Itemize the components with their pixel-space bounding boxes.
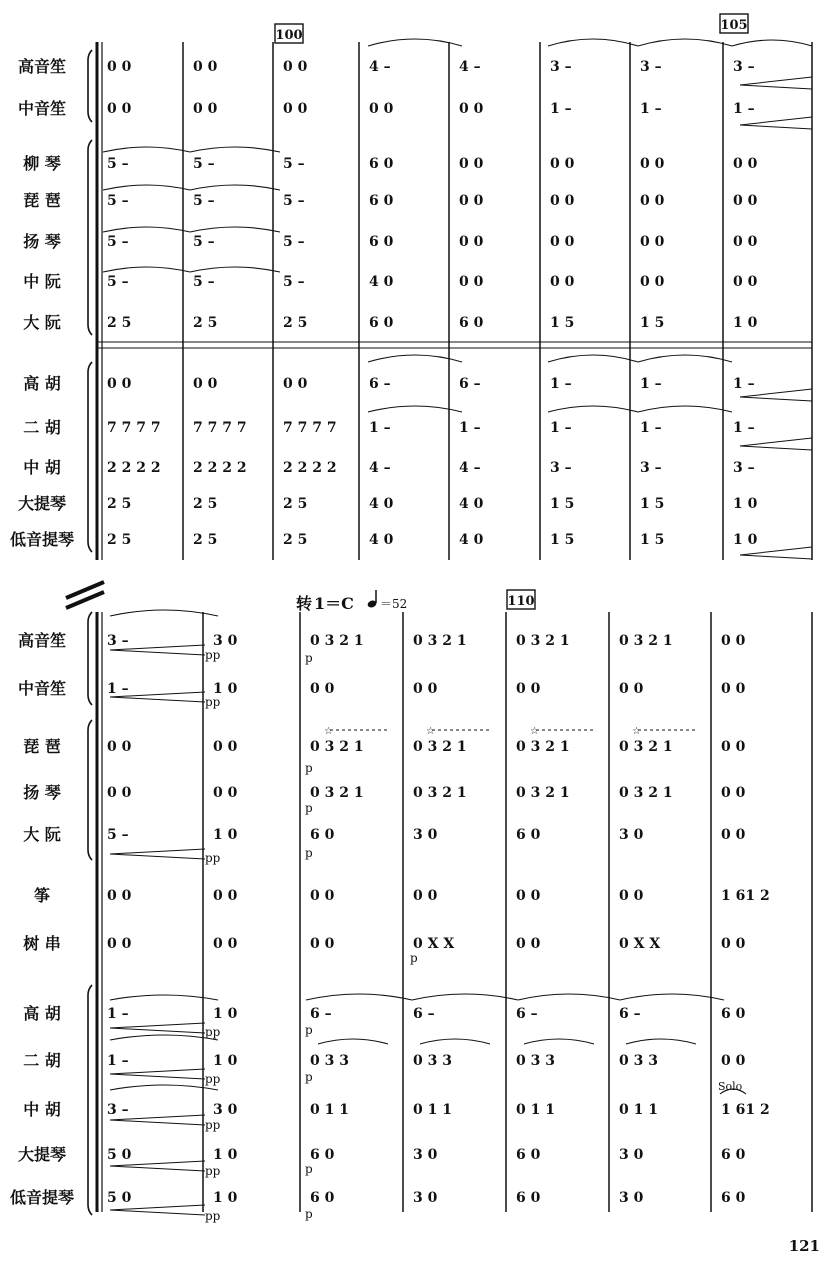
notation-cell: 5 – xyxy=(107,156,129,172)
notation-cell: 0 0 xyxy=(619,681,644,697)
notation-cell: 0 0 xyxy=(721,827,746,843)
notation-cell: 0 0 xyxy=(640,274,665,290)
notation-cell: 0 3 2 1 xyxy=(619,739,673,755)
slur-line xyxy=(103,227,190,232)
notation-cell: 6 0 xyxy=(516,1147,541,1163)
slur-line xyxy=(318,1039,388,1044)
notation-cell: 0 0 xyxy=(107,888,132,904)
notation-cell: 0 3 2 1 xyxy=(619,633,673,649)
notation-cell: 4 – xyxy=(459,59,481,75)
notation-cell: 0 X X xyxy=(413,936,455,952)
notation-cell: 1 0 xyxy=(733,532,758,548)
notation-cell: 6 0 xyxy=(310,1190,335,1206)
notation-cell: 3 – xyxy=(640,59,662,75)
notation-cell: 6 0 xyxy=(516,1190,541,1206)
notation-cell: 2 5 xyxy=(193,532,218,548)
notation-cell: 5 – xyxy=(193,193,215,209)
notation-cell: 0 0 xyxy=(640,193,665,209)
slur-line xyxy=(110,1085,218,1090)
hairpin-line xyxy=(110,1023,205,1028)
slur-line xyxy=(368,406,462,412)
notation-cell: 1 5 xyxy=(640,496,665,512)
notation-cell: 0 0 xyxy=(107,59,132,75)
notation-cell: 2 5 xyxy=(283,315,308,331)
notation-cell: 1 – xyxy=(733,101,755,117)
page-number: 121 xyxy=(788,1237,820,1255)
notation-cell: 1 – xyxy=(550,420,572,436)
slur-line xyxy=(190,267,280,272)
star-mark-icon: ☆ xyxy=(426,726,435,737)
dynamic-pp: pp xyxy=(205,695,221,709)
notation-cell: 1 5 xyxy=(550,315,575,331)
notation-cell: 5 – xyxy=(193,274,215,290)
bracket-line xyxy=(88,50,92,122)
notation-cell: 0 3 2 1 xyxy=(413,633,467,649)
system-separator-mark xyxy=(66,582,104,608)
notation-cell: 2 5 xyxy=(107,496,132,512)
hairpin-line xyxy=(740,438,812,446)
tempo-marking xyxy=(296,590,407,613)
notation-cell: 3 0 xyxy=(619,1147,644,1163)
notation-cell: 1 – xyxy=(640,420,662,436)
notation-cell: 1 0 xyxy=(213,1053,238,1069)
dynamic-p: p xyxy=(305,1023,313,1037)
instrument-label: 低音提琴 xyxy=(9,530,75,549)
instrument-label: 高 胡 xyxy=(23,1004,61,1023)
notation-cell: 0 0 xyxy=(107,739,132,755)
notation-cell: 6 0 xyxy=(721,1006,746,1022)
instrument-label: 大 阮 xyxy=(23,313,61,332)
notation-cell: 3 – xyxy=(107,633,129,649)
dynamic-p: p xyxy=(305,761,313,775)
notation-cell: 0 0 xyxy=(550,234,575,250)
slur-line xyxy=(190,147,280,152)
instrument-label: 大提琴 xyxy=(17,494,67,513)
quarter-note-icon xyxy=(367,590,378,609)
notation-cell: 4 – xyxy=(369,59,391,75)
notation-cell: 0 0 xyxy=(721,739,746,755)
slur-line xyxy=(548,355,638,362)
slur-line xyxy=(620,994,724,1000)
hairpin-line xyxy=(110,1028,205,1033)
tempo-bpm: ＝52 xyxy=(380,597,408,611)
slur-line xyxy=(626,1039,696,1044)
notation-cell: 1 5 xyxy=(640,315,665,331)
notation-cell: 5 – xyxy=(107,193,129,209)
notation-cell: 0 3 2 1 xyxy=(310,785,364,801)
notation-cell: 2 5 xyxy=(283,496,308,512)
hairpin-line xyxy=(110,1210,205,1215)
notation-cell: 4 0 xyxy=(369,274,394,290)
notation-cell: 3 – xyxy=(550,460,572,476)
notation-cell: 6 – xyxy=(619,1006,641,1022)
notation-cell: 2 5 xyxy=(107,532,132,548)
instrument-label: 中 胡 xyxy=(23,458,61,477)
notation-cell: 0 0 xyxy=(459,101,484,117)
hairpin-line xyxy=(110,854,205,859)
slur-line xyxy=(110,610,218,616)
notation-cell: 5 – xyxy=(107,234,129,250)
notation-cell: 1 0 xyxy=(213,1147,238,1163)
notation-cell: 2 2 2 2 xyxy=(283,460,337,476)
notation-cell: 2 5 xyxy=(283,532,308,548)
rehearsal-mark-110: 110 xyxy=(507,594,535,609)
notation-cell: 3 0 xyxy=(619,827,644,843)
notation-cell: 1 – xyxy=(550,376,572,392)
notation-cell: 0 3 2 1 xyxy=(413,739,467,755)
notation-cell: 0 0 xyxy=(107,376,132,392)
notation-cell: 6 0 xyxy=(721,1190,746,1206)
slur-line xyxy=(412,994,518,1000)
notation-cell: 1 – xyxy=(107,681,129,697)
instrument-label: 中音笙 xyxy=(17,99,67,118)
notation-cell: 2 2 2 2 xyxy=(193,460,247,476)
notation-cell: 0 0 xyxy=(516,681,541,697)
dynamic-pp: pp xyxy=(205,1072,221,1086)
notation-cell: 4 0 xyxy=(459,532,484,548)
notation-cell: 2 2 2 2 xyxy=(107,460,161,476)
notation-cell: 0 0 xyxy=(213,785,238,801)
dynamic-pp: pp xyxy=(205,648,221,662)
instrument-label: 二 胡 xyxy=(23,418,61,437)
slur-line xyxy=(190,185,280,190)
notation-cell: 6 0 xyxy=(459,315,484,331)
score-system-1 xyxy=(10,14,812,560)
instrument-label: 扬 琴 xyxy=(23,783,61,802)
notation-cell: 0 0 xyxy=(550,193,575,209)
bracket-line xyxy=(88,140,92,335)
notation-cell: 5 – xyxy=(193,234,215,250)
instrument-label: 中音笙 xyxy=(17,679,67,698)
notation-cell: 0 0 xyxy=(721,785,746,801)
notation-cell: 6 0 xyxy=(369,156,394,172)
rehearsal-mark-100: 100 xyxy=(275,28,303,43)
notation-cell: 0 1 1 xyxy=(516,1102,555,1118)
notation-cell: 1 – xyxy=(733,376,755,392)
notation-cell: 5 – xyxy=(283,193,305,209)
notation-cell: 5 – xyxy=(283,234,305,250)
dynamic-p: p xyxy=(305,846,313,860)
hairpin-line xyxy=(110,849,205,854)
notation-cell: 0 0 xyxy=(550,274,575,290)
notation-cell: 0 0 xyxy=(516,936,541,952)
notation-cell: 0 3 3 xyxy=(310,1053,349,1069)
hairpin-line xyxy=(740,85,812,89)
dynamic-p: p xyxy=(305,1162,313,1176)
slur-line xyxy=(548,39,638,46)
notation-cell: 0 0 xyxy=(213,739,238,755)
hairpin-line xyxy=(110,650,205,655)
notation-cell: 1 – xyxy=(459,420,481,436)
slur-line xyxy=(732,40,812,46)
hairpin-line xyxy=(740,555,812,559)
instrument-label: 二 胡 xyxy=(23,1051,61,1070)
notation-cell: 3 – xyxy=(733,460,755,476)
notation-cell: 1 – xyxy=(369,420,391,436)
notation-cell: 0 0 xyxy=(413,888,438,904)
notation-cell: 0 1 1 xyxy=(413,1102,452,1118)
notation-cell: 0 3 2 1 xyxy=(619,785,673,801)
instrument-label: 扬 琴 xyxy=(23,232,61,251)
notation-cell: 0 0 xyxy=(107,785,132,801)
notation-cell: 0 0 xyxy=(733,156,758,172)
notation-cell: 1 0 xyxy=(733,496,758,512)
dynamic-pp: pp xyxy=(205,1209,221,1223)
instrument-label: 琵 琶 xyxy=(23,737,61,756)
notation-cell: 4 0 xyxy=(369,532,394,548)
modulation-prefix: 转 xyxy=(296,594,313,613)
bracket-line xyxy=(88,612,92,705)
notation-cell: 5 – xyxy=(107,827,129,843)
notation-cell: 1 – xyxy=(107,1053,129,1069)
notation-cell: 0 3 2 1 xyxy=(310,633,364,649)
notation-cell: 3 0 xyxy=(619,1190,644,1206)
score-system-2 xyxy=(10,590,812,1223)
slur-line xyxy=(306,994,412,1000)
slur-line xyxy=(190,227,280,232)
notation-cell: 0 0 xyxy=(459,274,484,290)
slur-line xyxy=(103,147,190,152)
notation-cell: 5 – xyxy=(283,274,305,290)
notation-cell: 0 0 xyxy=(550,156,575,172)
hairpin-line xyxy=(740,397,812,401)
notation-cell: 7 7 7 7 xyxy=(283,420,337,436)
notation-cell: 0 0 xyxy=(107,936,132,952)
notation-cell: 3 0 xyxy=(413,827,438,843)
notation-cell: 0 1 1 xyxy=(310,1102,349,1118)
notation-cell: 1 0 xyxy=(733,315,758,331)
notation-cell: 1 – xyxy=(640,376,662,392)
notation-cell: 3 – xyxy=(733,59,755,75)
notation-cell: 6 – xyxy=(413,1006,435,1022)
slur-line xyxy=(103,185,190,190)
instrument-label: 琵 琶 xyxy=(23,191,61,210)
notation-cell: 6 0 xyxy=(721,1147,746,1163)
hairpin-line xyxy=(110,1074,205,1079)
slur-line xyxy=(638,39,732,46)
slur-line xyxy=(110,995,218,1000)
instrument-label: 柳 琴 xyxy=(23,154,61,173)
notation-cell: 1 – xyxy=(733,420,755,436)
notation-cell: 0 0 xyxy=(310,936,335,952)
notation-cell: 1 5 xyxy=(550,532,575,548)
notation-cell: 3 0 xyxy=(213,633,238,649)
dynamic-pp: pp xyxy=(205,1025,221,1039)
notation-cell: 1 0 xyxy=(213,1190,238,1206)
instrument-label: 大提琴 xyxy=(17,1145,67,1164)
notation-cell: 0 0 xyxy=(721,681,746,697)
notation-cell: 0 3 2 1 xyxy=(516,785,570,801)
rehearsal-mark-105: 105 xyxy=(720,18,748,33)
notation-cell: 0 3 3 xyxy=(516,1053,555,1069)
notation-cell: 0 0 xyxy=(193,101,218,117)
slur-line xyxy=(368,39,462,46)
hairpin-line xyxy=(110,697,205,702)
key-signature: 1＝C xyxy=(314,594,354,613)
notation-cell: 4 – xyxy=(459,460,481,476)
notation-cell: 0 0 xyxy=(459,193,484,209)
dynamic-p: p xyxy=(305,801,313,815)
notation-cell: 5 0 xyxy=(107,1147,132,1163)
notation-cell: 6 – xyxy=(369,376,391,392)
bracket-line xyxy=(88,362,92,552)
slur-line xyxy=(638,355,732,362)
notation-cell: 0 0 xyxy=(721,1053,746,1069)
notation-cell: 0 3 2 1 xyxy=(413,785,467,801)
notation-cell: 0 3 2 1 xyxy=(516,633,570,649)
notation-cell: 4 0 xyxy=(369,496,394,512)
notation-cell: 1 – xyxy=(640,101,662,117)
notation-cell: 7 7 7 7 xyxy=(107,420,161,436)
notation-cell: 0 0 xyxy=(721,936,746,952)
dynamic-p: p xyxy=(410,951,418,965)
notation-cell: 6 0 xyxy=(369,193,394,209)
notation-cell: 3 – xyxy=(107,1102,129,1118)
instrument-label: 低音提琴 xyxy=(9,1188,75,1207)
notation-cell: 4 0 xyxy=(459,496,484,512)
solo-label: Solo xyxy=(718,1080,743,1093)
notation-cell: 0 0 xyxy=(640,156,665,172)
notation-cell: 0 3 2 1 xyxy=(310,739,364,755)
notation-cell: 6 – xyxy=(459,376,481,392)
hairpin-line xyxy=(740,117,812,125)
instrument-label: 中 胡 xyxy=(23,1100,61,1119)
instrument-label: 筝 xyxy=(33,886,51,905)
instrument-label: 树 串 xyxy=(23,934,61,953)
notation-cell: 0 0 xyxy=(310,681,335,697)
dynamic-p: p xyxy=(305,1070,313,1084)
hairpin-line xyxy=(110,1120,205,1125)
notation-cell: 0 0 xyxy=(721,633,746,649)
notation-cell: 6 0 xyxy=(310,1147,335,1163)
notation-cell: 0 0 xyxy=(213,936,238,952)
hairpin-line xyxy=(110,1069,205,1074)
notation-cell: 1 5 xyxy=(550,496,575,512)
notation-cell: 0 0 xyxy=(733,193,758,209)
notation-cell: 5 0 xyxy=(107,1190,132,1206)
dynamic-p: p xyxy=(305,651,313,665)
bracket-line xyxy=(88,720,92,860)
notation-cell: 0 X X xyxy=(619,936,661,952)
notation-cell: 1 0 xyxy=(213,681,238,697)
notation-cell: 0 0 xyxy=(516,888,541,904)
notation-cell: 0 0 xyxy=(413,681,438,697)
notation-cell: 5 – xyxy=(193,156,215,172)
notation-cell: 1 0 xyxy=(213,1006,238,1022)
notation-cell: 1 5 xyxy=(640,532,665,548)
notation-cell: 6 – xyxy=(310,1006,332,1022)
notation-cell: 2 5 xyxy=(193,315,218,331)
instrument-label: 大 阮 xyxy=(23,825,61,844)
notation-cell: 6 – xyxy=(516,1006,538,1022)
notation-cell: 3 – xyxy=(550,59,572,75)
notation-cell: 0 0 xyxy=(213,888,238,904)
notation-cell: 0 0 xyxy=(283,376,308,392)
slur-line xyxy=(548,406,638,412)
dynamic-pp: pp xyxy=(205,1118,221,1132)
bracket-line xyxy=(88,985,92,1215)
notation-cell: 0 0 xyxy=(107,101,132,117)
star-mark-icon: ☆ xyxy=(632,726,641,737)
notation-cell: 6 0 xyxy=(310,827,335,843)
notation-cell: 0 0 xyxy=(283,101,308,117)
hairpin-line xyxy=(740,547,812,555)
star-mark-icon: ☆ xyxy=(324,726,333,737)
dynamic-pp: pp xyxy=(205,1164,221,1178)
notation-cell: 0 0 xyxy=(733,274,758,290)
notation-cell: 3 0 xyxy=(413,1190,438,1206)
hairpin-line xyxy=(740,77,812,85)
notation-cell: 2 5 xyxy=(193,496,218,512)
notation-cell: 0 3 2 1 xyxy=(516,739,570,755)
notation-cell: 3 0 xyxy=(413,1147,438,1163)
dynamic-pp: pp xyxy=(205,851,221,865)
notation-cell: 1 61 2 xyxy=(721,1102,770,1118)
hairpin-line xyxy=(110,1166,205,1171)
notation-cell: 4 – xyxy=(369,460,391,476)
notation-cell: 6 0 xyxy=(516,827,541,843)
notation-cell: 1 0 xyxy=(213,827,238,843)
notation-cell: 1 – xyxy=(107,1006,129,1022)
slur-line xyxy=(110,1035,218,1040)
notation-cell: 3 0 xyxy=(213,1102,238,1118)
slur-line xyxy=(103,267,190,272)
slur-line xyxy=(518,994,620,1000)
notation-cell: 0 0 xyxy=(733,234,758,250)
notation-cell: 0 0 xyxy=(310,888,335,904)
notation-cell: 0 0 xyxy=(193,376,218,392)
notation-cell: 0 0 xyxy=(640,234,665,250)
hairpin-line xyxy=(740,446,812,450)
notation-cell: 3 – xyxy=(640,460,662,476)
notation-cell: 0 0 xyxy=(193,59,218,75)
star-mark-icon: ☆ xyxy=(530,726,539,737)
instrument-label: 中 阮 xyxy=(23,272,61,291)
notation-cell: 0 0 xyxy=(459,234,484,250)
notation-cell: 0 0 xyxy=(619,888,644,904)
notation-cell: 5 – xyxy=(107,274,129,290)
instrument-label: 高 胡 xyxy=(23,374,61,393)
notation-cell: 2 5 xyxy=(107,315,132,331)
notation-cell: 1 – xyxy=(550,101,572,117)
notation-cell: 5 – xyxy=(283,156,305,172)
notation-cell: 1 61 2 xyxy=(721,888,770,904)
notation-cell: 0 3 3 xyxy=(619,1053,658,1069)
notation-cell: 0 3 3 xyxy=(413,1053,452,1069)
slur-line xyxy=(368,355,462,362)
notation-cell: 0 0 xyxy=(369,101,394,117)
slur-line xyxy=(638,406,732,412)
dynamic-p: p xyxy=(305,1207,313,1221)
notation-cell: 6 0 xyxy=(369,234,394,250)
notation-cell: 0 0 xyxy=(283,59,308,75)
hairpin-line xyxy=(740,125,812,129)
slur-line xyxy=(420,1039,490,1044)
instrument-label: 高音笙 xyxy=(17,57,67,76)
slur-line xyxy=(524,1039,594,1044)
instrument-label: 高音笙 xyxy=(17,631,67,650)
notation-cell: 7 7 7 7 xyxy=(193,420,247,436)
notation-cell: 0 0 xyxy=(459,156,484,172)
notation-cell: 0 1 1 xyxy=(619,1102,658,1118)
notation-cell: 6 0 xyxy=(369,315,394,331)
